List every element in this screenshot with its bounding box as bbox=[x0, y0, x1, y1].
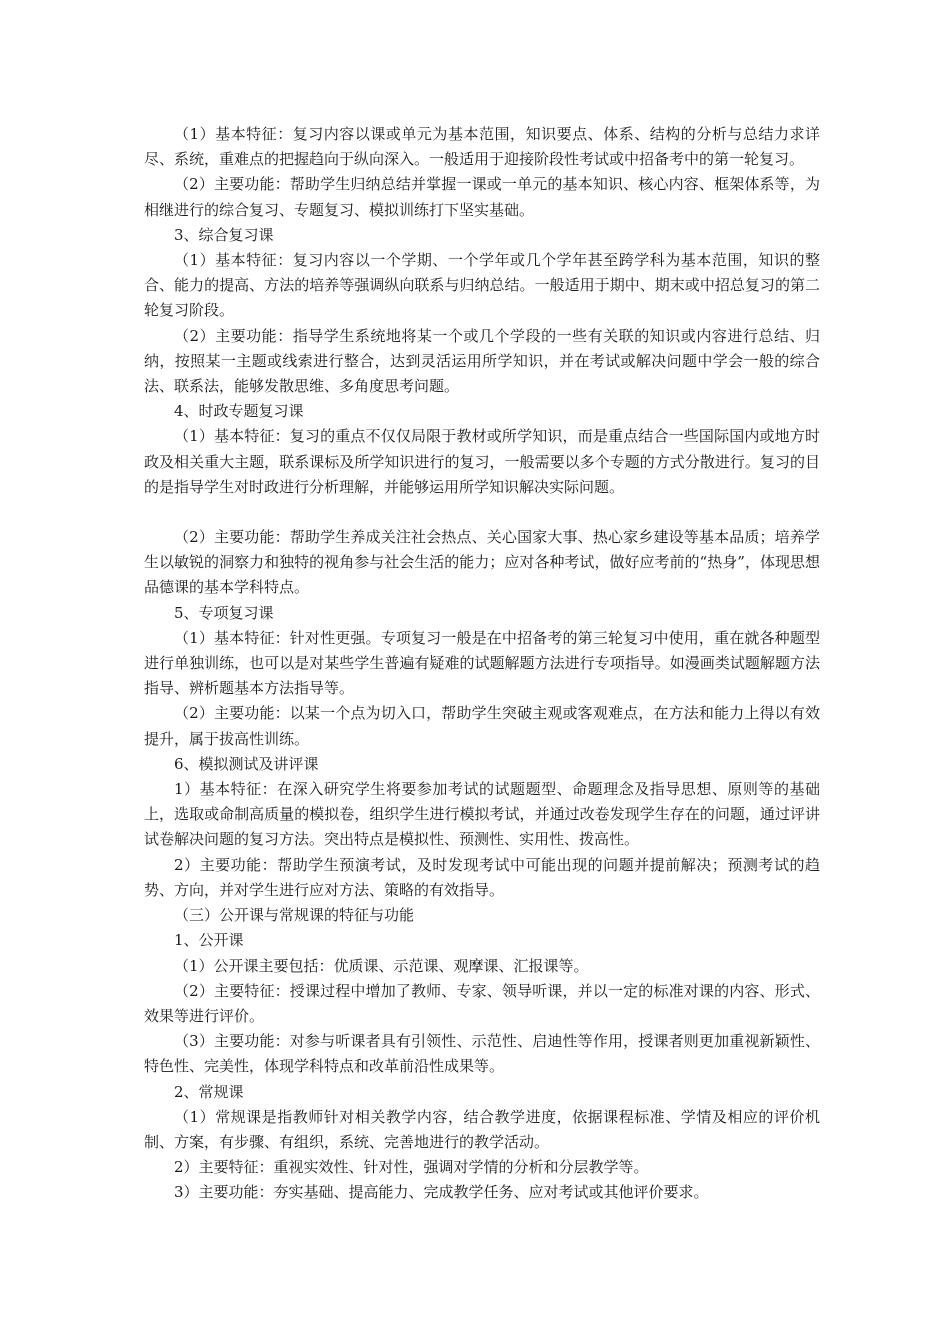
heading-public-class: 1、公开课 bbox=[174, 931, 244, 950]
heading-comprehensive-review: 3、综合复习课 bbox=[174, 225, 274, 244]
paragraph-current-affairs-functions: （2）主要功能：帮助学生养成关注社会热点、关心国家大事、热心家乡建设等基本品质；培养学生以敏锐的洞察力和独特的视角参与社会生活的能力；应对各种考试，做好应考前的“热身”，体现思想品德课的基本学科特点。 bbox=[144, 528, 820, 597]
heading-mock-test-review: 6、模拟测试及讲评课 bbox=[174, 754, 319, 773]
paragraph-public-features: （2）主要特征：授课过程中增加了教师、专家、领导听课，并以一定的标准对课的内容、形式、效果等进行评价。 bbox=[144, 981, 820, 1025]
paragraph-regular-definition: （1）常规课是指教师针对相关教学内容，结合教学进度，依据课程标准、学情及相应的评价机制、方案，有步骤、有组织，系统、完善地进行的教学活动。 bbox=[144, 1107, 820, 1151]
paragraph-special-features: （1）基本特征：针对性更强。专项复习一般是在中招备考的第三轮复习中使用，重在就各种题型进行单独训练，也可以是对某些学生普遍有疑难的试题解题方法进行专项指导。如漫画类试题解题方法指导、辨析题基本方法指导等。 bbox=[144, 628, 820, 698]
heading-regular-class: 2、常规课 bbox=[174, 1082, 244, 1101]
paragraph-public-functions: （3）主要功能：对参与听课者具有引领性、示范性、启迪性等作用，授课者则更加重视新颖性、特色性、完美性，体现学科特点和改革前沿性成果等。 bbox=[144, 1032, 820, 1076]
paragraph-mock-test-features: 1）基本特征：在深入研究学生将要参加考试的试题题型、命题理念及指导思想、原则等的基础上，选取或命制高质量的模拟卷，组织学生进行模拟考试，并通过改卷发现学生存在的问题，通过评讲试卷解决问题的复习方法。突出特点是模拟性、预测性、实用性、拨高性。 bbox=[144, 780, 820, 849]
paragraph-comprehensive-functions: （2）主要功能：指导学生系统地将某一个或几个学段的一些有关联的知识或内容进行总结、归纳，按照某一主题或线索进行整合，达到灵活运用所学知识，并在考试或解决问题中学会一般的综合法、联系法，能够发散思维、多角度思考问题。 bbox=[144, 326, 820, 396]
heading-special-review: 5、专项复习课 bbox=[174, 603, 274, 622]
paragraph-special-functions: （2）主要功能：以某一个点为切入口，帮助学生突破主观或客观难点，在方法和能力上得以有效提升，属于拔高性训练。 bbox=[144, 704, 820, 748]
paragraph-regular-features: 2）主要特征：重视实效性、针对性，强调对学情的分析和分层教学等。 bbox=[174, 1158, 649, 1177]
paragraph-mock-test-functions: 2）主要功能：帮助学生预演考试，及时发现考试中可能出现的问题并提前解决；预测考试的趋势、方向，并对学生进行应对方法、策略的有效指导。 bbox=[144, 855, 820, 899]
heading-public-and-regular: （三）公开课与常规课的特征与功能 bbox=[174, 906, 415, 925]
paragraph-unit-review-features: （1）基本特征：复习内容以课或单元为基本范围，知识要点、体系、结构的分析与总结力求详尽、系统，重难点的把握趋向于纵向深入。一般适用于迎接阶段性考试或中招备考中的第一轮复习。 bbox=[144, 125, 820, 169]
document-body bbox=[144, 122, 820, 1206]
paragraph-unit-review-functions: （2）主要功能：帮助学生归纳总结并掌握一课或一单元的基本知识、核心内容、框架体系等，为相继进行的综合复习、专题复习、模拟训练打下坚实基础。 bbox=[144, 175, 820, 219]
blank-line bbox=[144, 500, 820, 525]
paragraph-current-affairs-features: （1）基本特征：复习的重点不仅仅局限于教材或所学知识，而是重点结合一些国际国内或地方时政及相关重大主题，联系课标及所学知识进行的复习，一般需要以多个专题的方式分散进行。复习的目的是指导学生对时政进行分析理解，并能够运用所学知识解决实际问题。 bbox=[144, 427, 820, 496]
paragraph-public-types: （1）公开课主要包括：优质课、示范课、观摩课、汇报课等。 bbox=[174, 956, 589, 975]
paragraph-comprehensive-features: （1）基本特征：复习内容以一个学期、一个学年或几个学年甚至跨学科为基本范围，知识的整合、能力的提高、方法的培养等强调纵向联系与归纳总结。一般适用于期中、期末或中招总复习的第二轮复习阶段。 bbox=[144, 251, 820, 320]
paragraph-regular-functions: 3）主要功能：夯实基础、提高能力、完成教学任务、应对考试或其他评价要求。 bbox=[174, 1183, 709, 1202]
heading-current-affairs-review: 4、时政专题复习课 bbox=[174, 402, 304, 421]
